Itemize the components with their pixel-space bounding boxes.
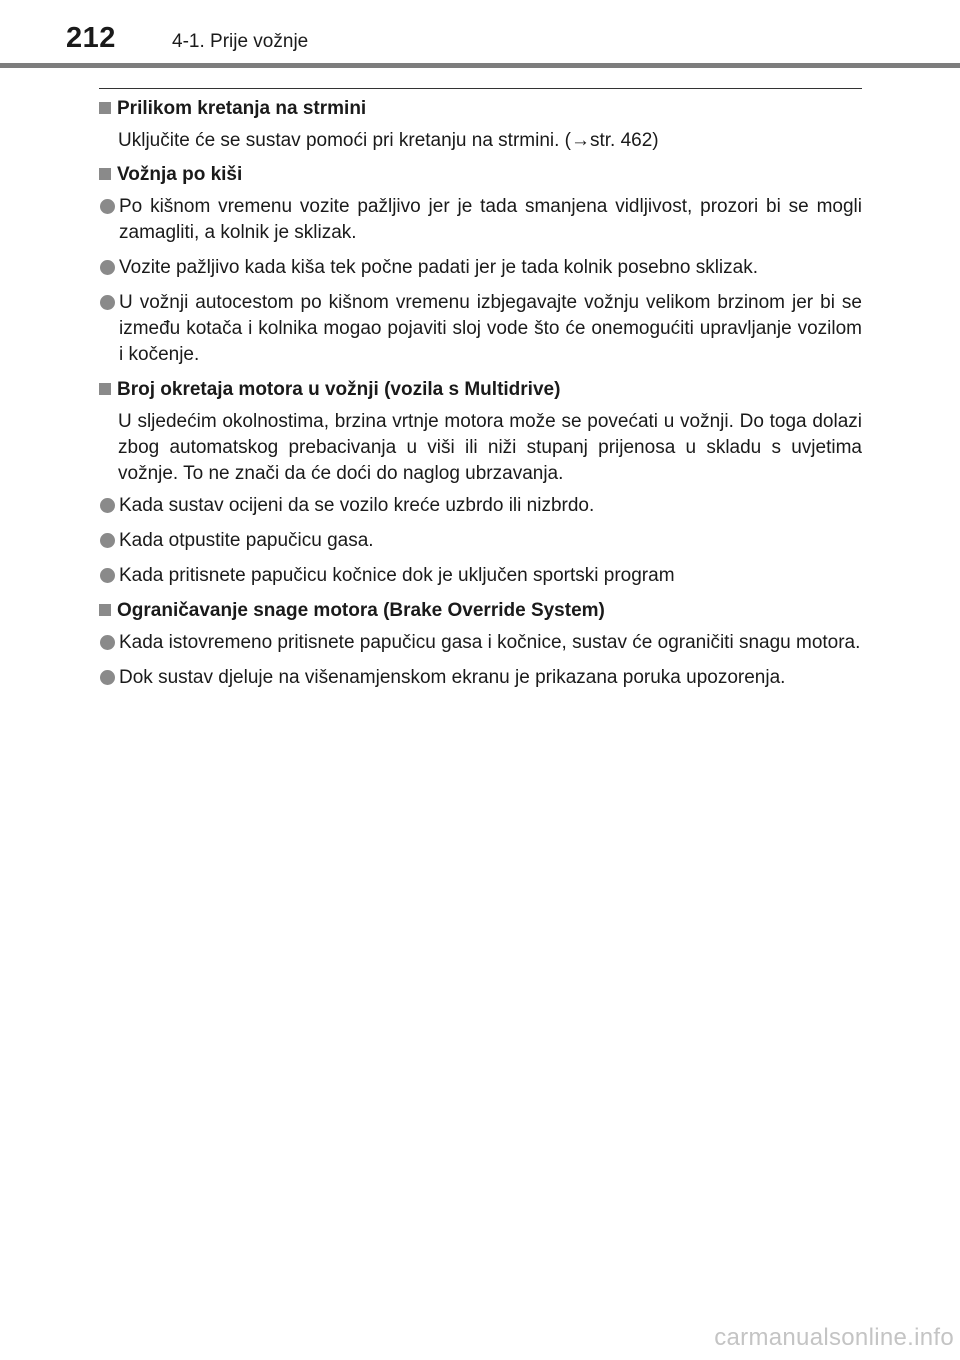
section-heading — [99, 598, 862, 624]
circle-bullet-icon — [100, 498, 115, 513]
section-label: 4-1. Prije vožnje — [172, 31, 309, 52]
square-bullet-icon — [99, 102, 111, 114]
list-item-text: U vožnji autocestom po kišnom vremenu izbjegavajte vožnju velikom brzinom jer bi se između kotača i kolnika mogao pojaviti sloj vode što će onemogućiti upravljanje vozilom i kočenje. — [119, 292, 862, 365]
list-item-text: Dok sustav djeluje na višenamjenskom ekranu je prikazana poruka upozorenja. — [119, 667, 786, 688]
section-paragraph: U sljedećim okolnostima, brzina vrtnje motora može se povećati u vožnji. Do toga dolazi zbog automatskog prebacivanja u viši ili niži stupanj prijenosa u skladu s uvjetima vožnje. To ne znači da će doći do naglog ubrzavanja. — [118, 411, 862, 484]
circle-bullet-icon — [100, 199, 115, 214]
section-rain — [99, 162, 862, 368]
list-item — [100, 665, 862, 691]
heading-text: Ograničavanje snage motora (Brake Override System) — [117, 600, 605, 621]
section-heading — [99, 96, 862, 122]
heading-text: Prilikom kretanja na strmini — [117, 98, 367, 119]
page-number: 212 — [66, 22, 116, 54]
circle-bullet-icon — [100, 533, 115, 548]
list-item-text: Kada istovremeno pritisnete papučicu gasa i kočnice, sustav će ograničiti snagu motora. — [119, 632, 861, 653]
section-paragraph: Uključite će se sustav pomoći pri kretanju na strmini. (→str. 462) — [118, 130, 659, 151]
circle-bullet-icon — [100, 260, 115, 275]
square-bullet-icon — [99, 383, 111, 395]
top-rule — [99, 88, 862, 89]
circle-bullet-icon — [100, 568, 115, 583]
list-item — [100, 528, 862, 554]
list-item-text: Vozite pažljivo kada kiša tek počne padati jer je tada kolnik posebno sklizak. — [119, 257, 758, 278]
section-heading — [99, 377, 862, 403]
list-item — [100, 290, 862, 368]
circle-bullet-icon — [100, 670, 115, 685]
list-item — [100, 630, 862, 656]
section-brake-override — [99, 598, 862, 691]
heading-text: Vožnja po kiši — [117, 164, 243, 185]
list-item — [100, 255, 862, 281]
circle-bullet-icon — [100, 635, 115, 650]
list-item-text: Po kišnom vremenu vozite pažljivo jer je tada smanjena vidljivost, prozori bi se mogli zamagliti, a kolnik je sklizak. — [119, 196, 862, 243]
header-rule — [0, 63, 960, 68]
list-item-text: Kada sustav ocijeni da se vozilo kreće uzbrdo ili nizbrdo. — [119, 495, 595, 516]
content — [99, 96, 862, 700]
section-engine-speed — [99, 377, 862, 589]
section-heading — [99, 162, 862, 188]
section-hill-start — [99, 96, 862, 154]
square-bullet-icon — [99, 168, 111, 180]
list-item — [100, 563, 862, 589]
list-item-text: Kada pritisnete papučicu kočnice dok je uključen sportski program — [119, 565, 675, 586]
list-item — [100, 194, 862, 246]
list-item-text: Kada otpustite papučicu gasa. — [119, 530, 374, 551]
list-item — [100, 493, 862, 519]
heading-text: Broj okretaja motora u vožnji (vozila s Multidrive) — [117, 379, 561, 400]
watermark: carmanualsonline.info — [714, 1324, 954, 1351]
square-bullet-icon — [99, 604, 111, 616]
circle-bullet-icon — [100, 295, 115, 310]
